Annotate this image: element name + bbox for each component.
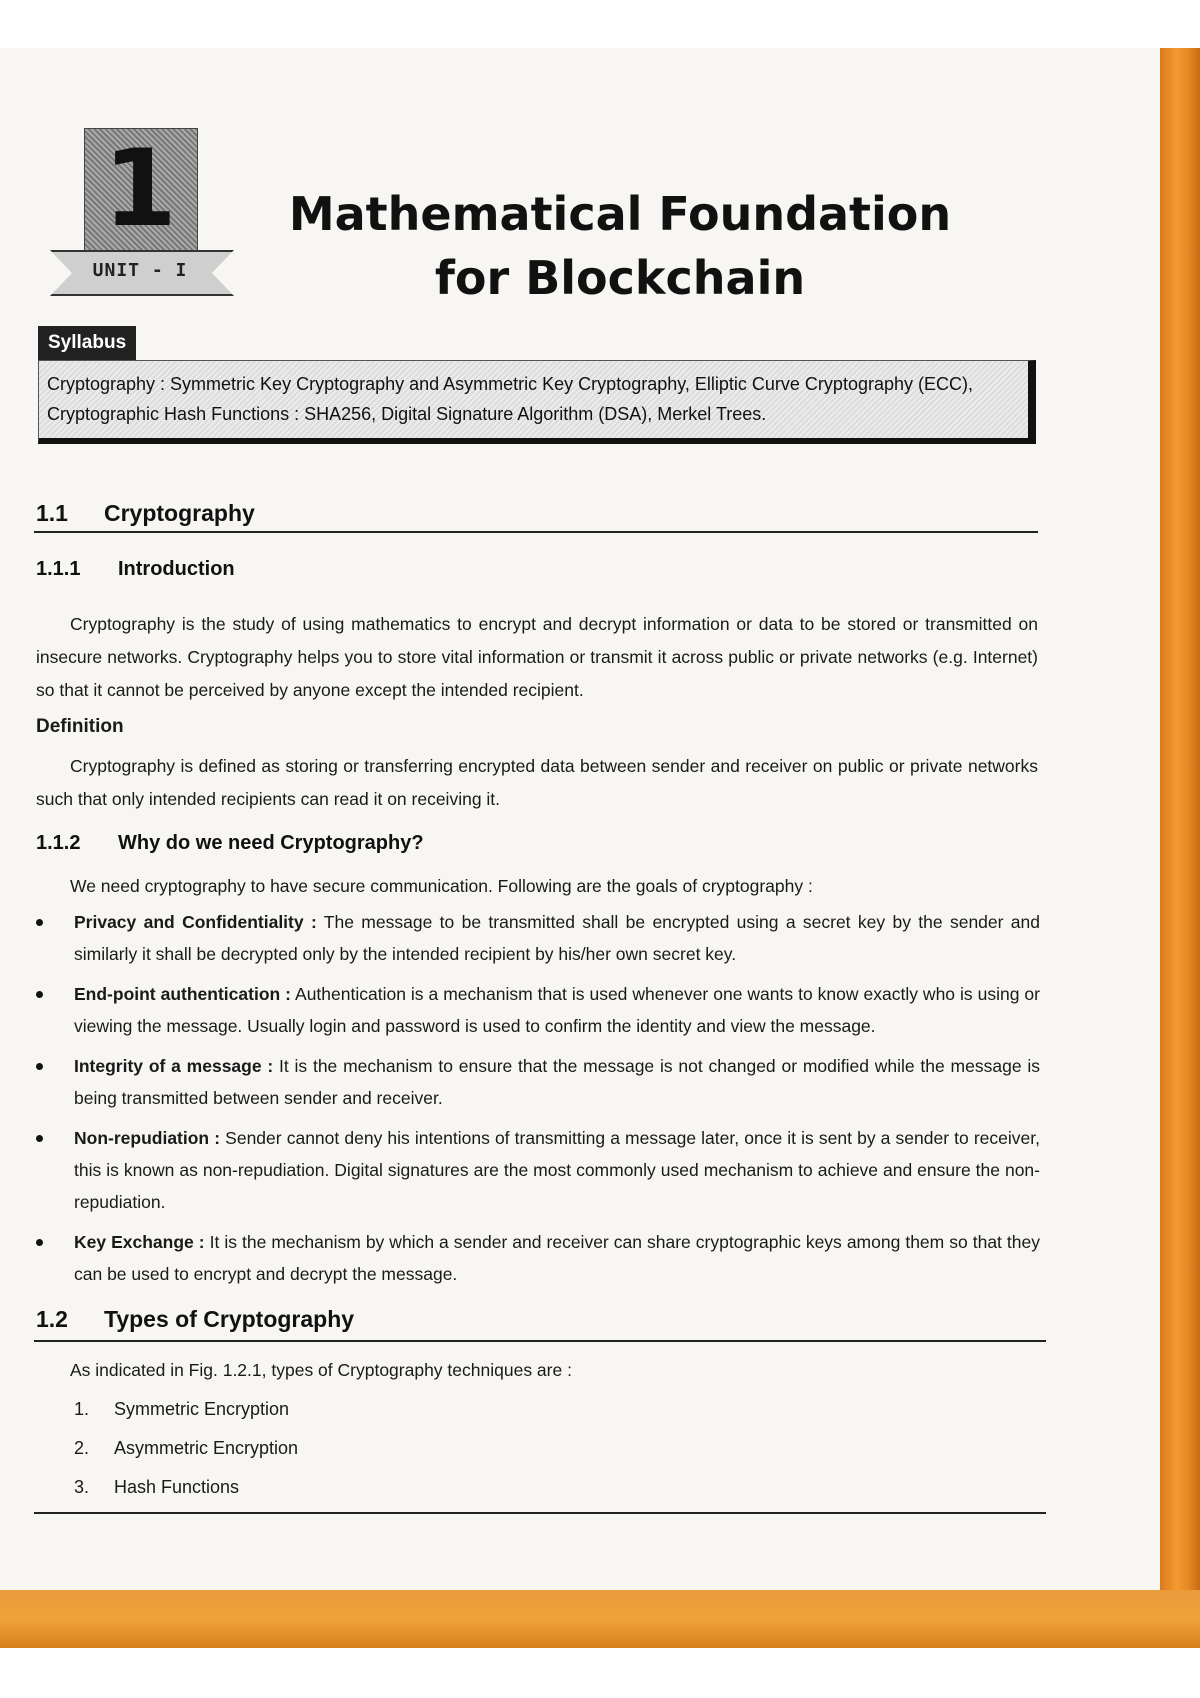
types-intro: As indicated in Fig. 1.2.1, types of Cryptography techniques are :: [70, 1360, 572, 1380]
types-list-item: [74, 1429, 298, 1468]
section-heading-1-2: [36, 1306, 354, 1333]
goal-item: [36, 1226, 1040, 1290]
section-title: Types of Cryptography: [104, 1306, 355, 1332]
goal-text: The message to be transmitted shall be encrypted using a secret key by the sender and similarly it shall be decrypted only by the intended recipient by his/her own secret key.: [74, 912, 1041, 964]
unit-number: 1: [103, 127, 177, 250]
goals-intro: We need cryptography to have secure communication. Following are the goals of cryptography :: [70, 876, 813, 896]
unit-badge: [40, 128, 250, 318]
syllabus-tab: Syllabus: [38, 326, 136, 360]
page-bottom-rule: [34, 1512, 1046, 1514]
section-number: 1.1: [36, 500, 68, 526]
page-bottom-decoration: [0, 1590, 1200, 1648]
bullet-icon: [36, 919, 43, 926]
item-label: Hash Functions: [114, 1477, 240, 1497]
types-list-item: [74, 1390, 298, 1429]
section-rule: [34, 531, 1038, 533]
goal-item: [36, 1050, 1040, 1114]
section-heading-1-1-2: [36, 832, 424, 855]
item-label: Symmetric Encryption: [114, 1399, 290, 1419]
section-heading-1-1-1: [36, 558, 235, 581]
goal-text: It is the mechanism by which a sender and receiver can share cryptographic keys among them so that they can be used to encrypt and decrypt the message.: [74, 1232, 1041, 1284]
section-number: 1.1.2: [36, 832, 81, 854]
item-number: 3.: [74, 1477, 90, 1497]
section-title: Cryptography: [104, 500, 255, 526]
syllabus-line-2: Cryptographic Hash Functions : SHA256, Digital Signature Algorithm (DSA), Merkel Trees.: [47, 404, 767, 424]
bullet-icon: [36, 1239, 43, 1246]
section-number: 1.1.1: [36, 558, 81, 580]
goal-term: Privacy and Confidentiality :: [74, 912, 317, 932]
section-title: Why do we need Cryptography?: [118, 832, 424, 854]
goal-text: Sender cannot deny his intentions of transmitting a message later, once it is sent by a sender to receiver, this is known as non-repudiation. Digital signatures are the most commonly used mechanism to achieve and ensure the non-repudiation.: [74, 1128, 1040, 1212]
goal-item: [36, 906, 1040, 970]
item-number: 1.: [74, 1399, 90, 1419]
page-edge-decoration: [1160, 48, 1200, 1648]
goal-text: It is the mechanism to ensure that the message is not changed or modified while the message is being transmitted between sender and receiver.: [74, 1056, 1040, 1108]
section-title: Introduction: [118, 558, 235, 580]
syllabus-box: [38, 360, 1036, 444]
goal-term: Integrity of a message :: [74, 1056, 274, 1076]
item-number: 2.: [74, 1438, 90, 1458]
chapter-title-line-2: for Blockchain: [434, 251, 806, 305]
section-heading-1-1: [36, 500, 255, 527]
syllabus-line-1: Cryptography : Symmetric Key Cryptography and Asymmetric Key Cryptography, Elliptic Curve Cryptography (ECC),: [47, 374, 973, 394]
goal-item: [36, 1122, 1040, 1218]
section-rule: [34, 1340, 1046, 1342]
goal-term: Non-repudiation :: [74, 1128, 221, 1148]
intro-paragraph: Cryptography is the study of using mathematics to encrypt and decrypt information or data to be stored or transmitted on insecure networks. Cryptography helps you to store vital information or transmit it across public or private networks (e.g. Internet) so that it cannot be perceived by anyone except the intended recipient.: [36, 614, 1038, 700]
bullet-icon: [36, 991, 43, 998]
bullet-icon: [36, 1135, 43, 1142]
goal-item: [36, 978, 1040, 1042]
goal-term: Key Exchange :: [74, 1232, 205, 1252]
goal-text: Authentication is a mechanism that is used whenever one wants to know exactly who is using or viewing the message. Usually login and password is used to confirm the identity and view the message.: [74, 984, 1040, 1036]
item-label: Asymmetric Encryption: [114, 1438, 299, 1458]
section-number: 1.2: [36, 1306, 68, 1332]
goals-list: [36, 906, 1040, 1298]
types-list: [74, 1390, 298, 1507]
definition-paragraph: Cryptography is defined as storing or transferring encrypted data between sender and receiver on public or private networks such that only intended recipients can read it on receiving it.: [36, 756, 1038, 809]
goal-term: End-point authentication :: [74, 984, 292, 1004]
bullet-icon: [36, 1063, 43, 1070]
unit-label: UNIT - I: [92, 260, 188, 281]
types-list-item: [74, 1468, 298, 1507]
definition-heading: Definition: [36, 716, 124, 737]
chapter-title: [280, 182, 960, 310]
chapter-title-line-1: Mathematical Foundation: [288, 187, 952, 241]
